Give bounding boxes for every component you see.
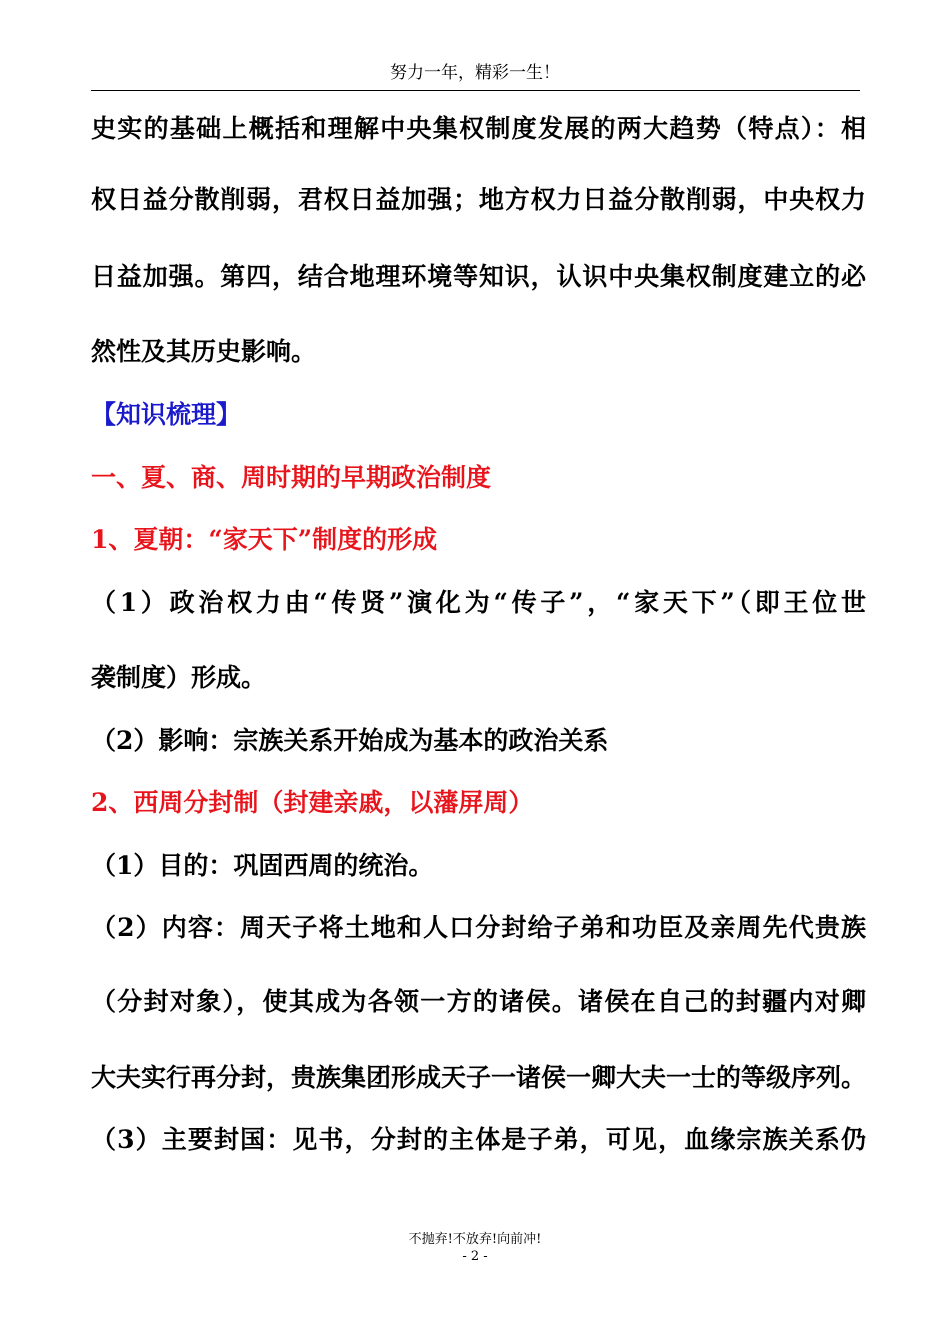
- heading-early-political-systems: 一、夏、商、周时期的早期政治制度: [91, 463, 492, 492]
- intro-line-1: 史实的基础上概括和理解中央集权制度发展的两大趋势（特点）：相: [91, 114, 866, 143]
- header-divider: [91, 90, 860, 91]
- zhou-item-2-line-2: （分封对象），使其成为各领一方的诸侯。诸侯在自己的封疆内对卿: [91, 987, 866, 1016]
- subheading-xia-dynasty: 1、夏朝：“家天下”制度的形成: [91, 525, 438, 554]
- page-header-motto: 努力一年，精彩一生！: [390, 63, 560, 83]
- intro-line-2: 权日益分散削弱，君权日益加强；地方权力日益分散削弱，中央权力: [91, 185, 866, 214]
- intro-line-4: 然性及其历史影响。: [91, 337, 317, 366]
- zhou-item-1: （1）目的：巩固西周的统治。: [91, 851, 434, 880]
- zhou-item-2-line-3: 大夫实行再分封，贵族集团形成天子一诸侯一卿大夫一士的等级序列。: [91, 1063, 867, 1092]
- xia-item-1-line-1: （1）政治权力由“传贤”演化为“传子”，“家天下”（即王位世: [91, 588, 866, 617]
- page-number: - 2 -: [462, 1249, 488, 1264]
- section-label-knowledge: 【知识梳理】: [91, 400, 242, 429]
- zhou-item-3: （3）主要封国：见书，分封的主体是子弟，可见，血缘宗族关系仍: [91, 1125, 866, 1154]
- zhou-item-2-line-1: （2）内容：周天子将土地和人口分封给子弟和功臣及亲周先代贵族: [91, 913, 866, 942]
- xia-item-2: （2）影响：宗族关系开始成为基本的政治关系: [91, 726, 609, 755]
- intro-line-3: 日益加强。第四，结合地理环境等知识，认识中央集权制度建立的必: [91, 262, 866, 291]
- subheading-western-zhou-fengjian: 2、西周分封制（封建亲戚，以藩屏周）: [91, 788, 534, 817]
- xia-item-1-line-2: 袭制度）形成。: [91, 663, 267, 692]
- footer-slogan: 不抛弃!不放弃!向前冲!: [408, 1232, 542, 1247]
